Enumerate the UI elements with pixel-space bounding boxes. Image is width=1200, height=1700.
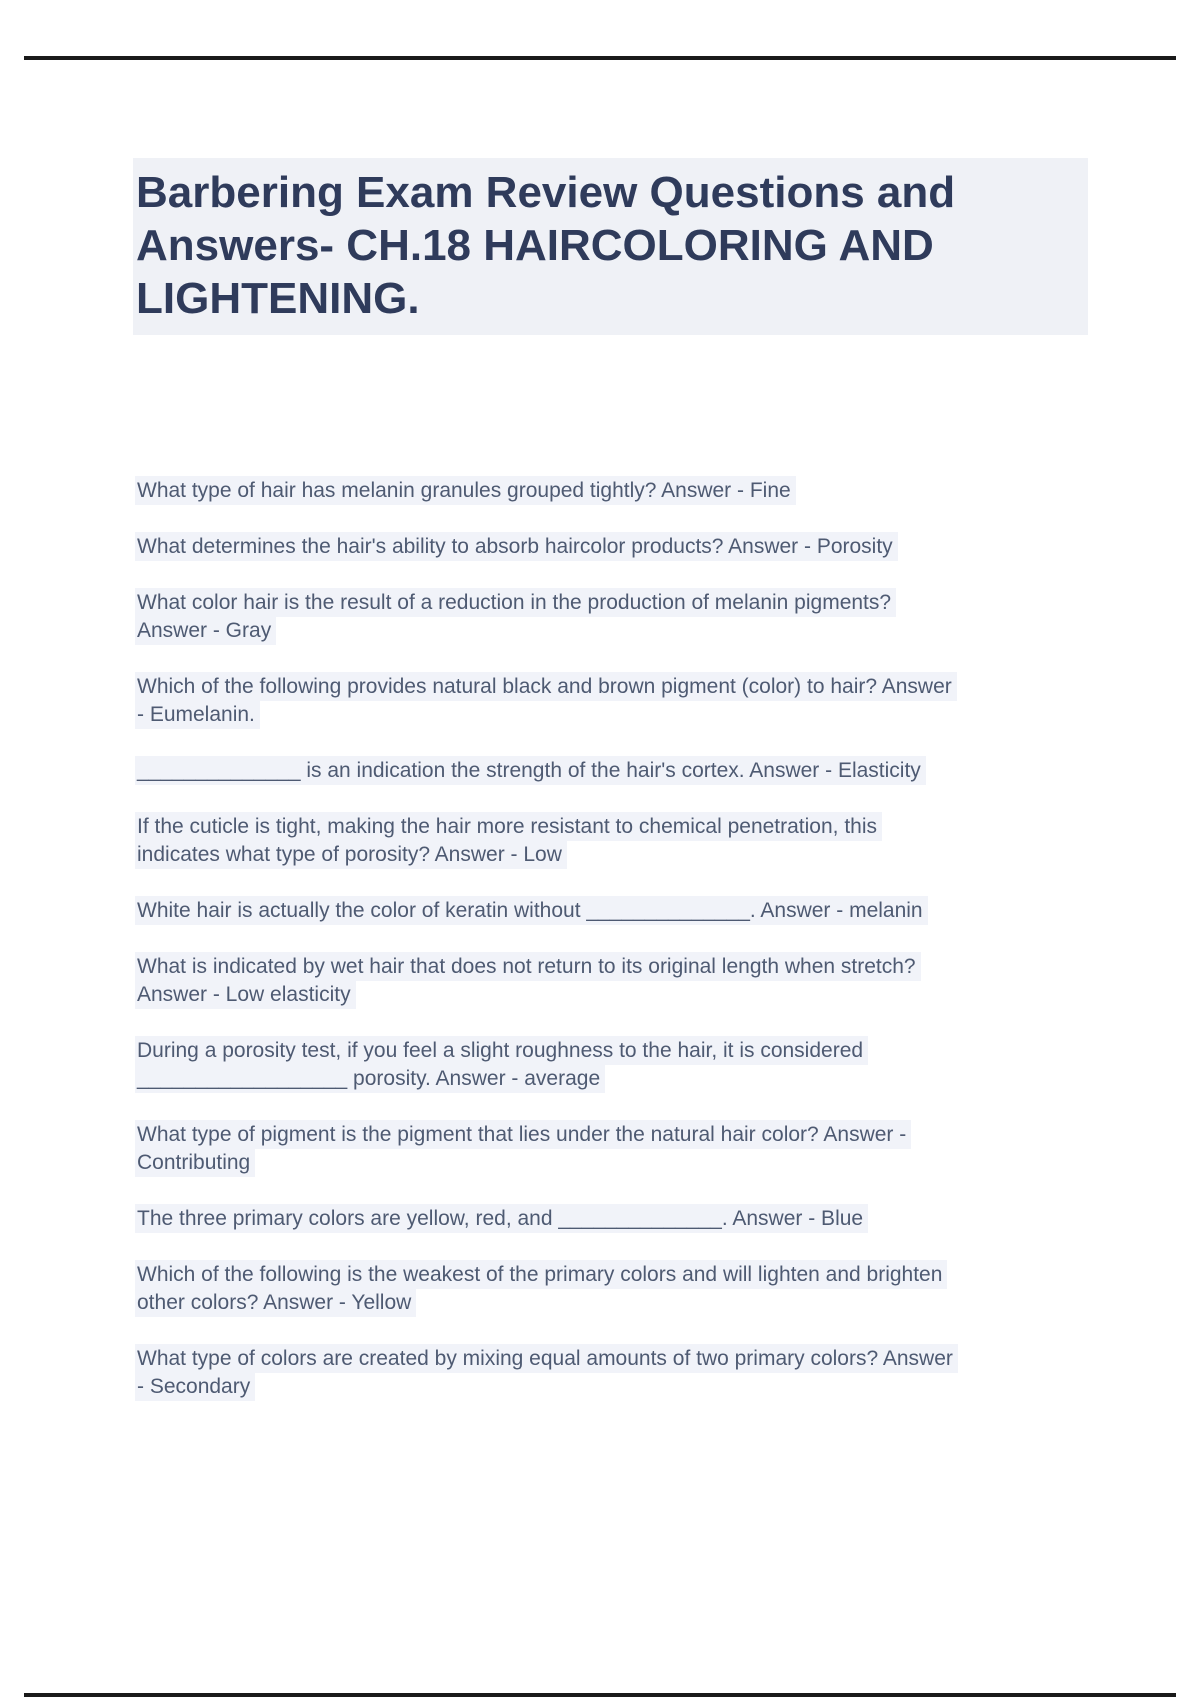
qa-line	[135, 702, 1095, 730]
qa-line	[135, 758, 1095, 786]
qa-item	[135, 1122, 1095, 1178]
qa-line-text: Answer - Low elasticity	[135, 980, 356, 1009]
qa-list	[135, 478, 1095, 1430]
qa-line	[135, 1262, 1095, 1290]
title-line: LIGHTENING.	[136, 274, 420, 323]
qa-item	[135, 1346, 1095, 1402]
qa-item	[135, 1038, 1095, 1094]
qa-line	[135, 898, 1095, 926]
qa-line	[135, 1206, 1095, 1234]
qa-item	[135, 1206, 1095, 1234]
qa-line-text: other colors? Answer - Yellow	[135, 1288, 416, 1317]
bottom-rule	[24, 1693, 1176, 1697]
qa-line-text: During a porosity test, if you feel a slight roughness to the hair, it is considered	[135, 1036, 868, 1065]
qa-line-text: Which of the following provides natural black and brown pigment (color) to hair? Answer	[135, 672, 957, 701]
qa-item	[135, 814, 1095, 870]
qa-line	[135, 1066, 1095, 1094]
qa-item	[135, 674, 1095, 730]
qa-line-text: What type of hair has melanin granules grouped tightly? Answer - Fine	[135, 476, 796, 505]
qa-line-text: Which of the following is the weakest of the primary colors and will lighten and brighten	[135, 1260, 947, 1289]
qa-line	[135, 1290, 1095, 1318]
qa-line	[135, 618, 1095, 646]
qa-line	[135, 982, 1095, 1010]
qa-line-text: - Secondary	[135, 1372, 255, 1401]
qa-line	[135, 1346, 1095, 1374]
qa-item	[135, 534, 1095, 562]
qa-line-text: The three primary colors are yellow, red, and ______________. Answer - Blue	[135, 1204, 868, 1233]
title-line: Answers- CH.18 HAIRCOLORING AND	[136, 221, 934, 270]
top-rule	[24, 56, 1176, 60]
qa-line-text: Contributing	[135, 1148, 255, 1177]
qa-line-text: What type of colors are created by mixing equal amounts of two primary colors? Answer	[135, 1344, 958, 1373]
qa-line	[135, 814, 1095, 842]
qa-item	[135, 954, 1095, 1010]
qa-item	[135, 478, 1095, 506]
qa-line-text: Answer - Gray	[135, 616, 276, 645]
qa-item	[135, 590, 1095, 646]
qa-line	[135, 534, 1095, 562]
qa-line-text: What color hair is the result of a reduction in the production of melanin pigments?	[135, 588, 896, 617]
qa-line	[135, 842, 1095, 870]
qa-line	[135, 1122, 1095, 1150]
qa-line	[135, 954, 1095, 982]
qa-line-text: If the cuticle is tight, making the hair more resistant to chemical penetration, this	[135, 812, 882, 841]
qa-line	[135, 1150, 1095, 1178]
qa-line-text: - Eumelanin.	[135, 700, 260, 729]
qa-item	[135, 898, 1095, 926]
qa-line-text: __________________ porosity. Answer - average	[135, 1064, 605, 1093]
qa-line-text: White hair is actually the color of keratin without ______________. Answer - melanin	[135, 896, 928, 925]
qa-line-text: What determines the hair's ability to absorb haircolor products? Answer - Porosity	[135, 532, 898, 561]
qa-line	[135, 1374, 1095, 1402]
qa-line-text: What is indicated by wet hair that does not return to its original length when stretch?	[135, 952, 921, 981]
qa-line	[135, 1038, 1095, 1066]
qa-line	[135, 674, 1095, 702]
qa-line-text: ______________ is an indication the strength of the hair's cortex. Answer - Elasticity	[135, 756, 926, 785]
qa-line-text: indicates what type of porosity? Answer - Low	[135, 840, 567, 869]
qa-item	[135, 1262, 1095, 1318]
qa-line-text: What type of pigment is the pigment that lies under the natural hair color? Answer -	[135, 1120, 911, 1149]
qa-item	[135, 758, 1095, 786]
qa-line	[135, 478, 1095, 506]
document-title	[133, 158, 1088, 335]
qa-line	[135, 590, 1095, 618]
title-line: Barbering Exam Review Questions and	[136, 168, 956, 217]
